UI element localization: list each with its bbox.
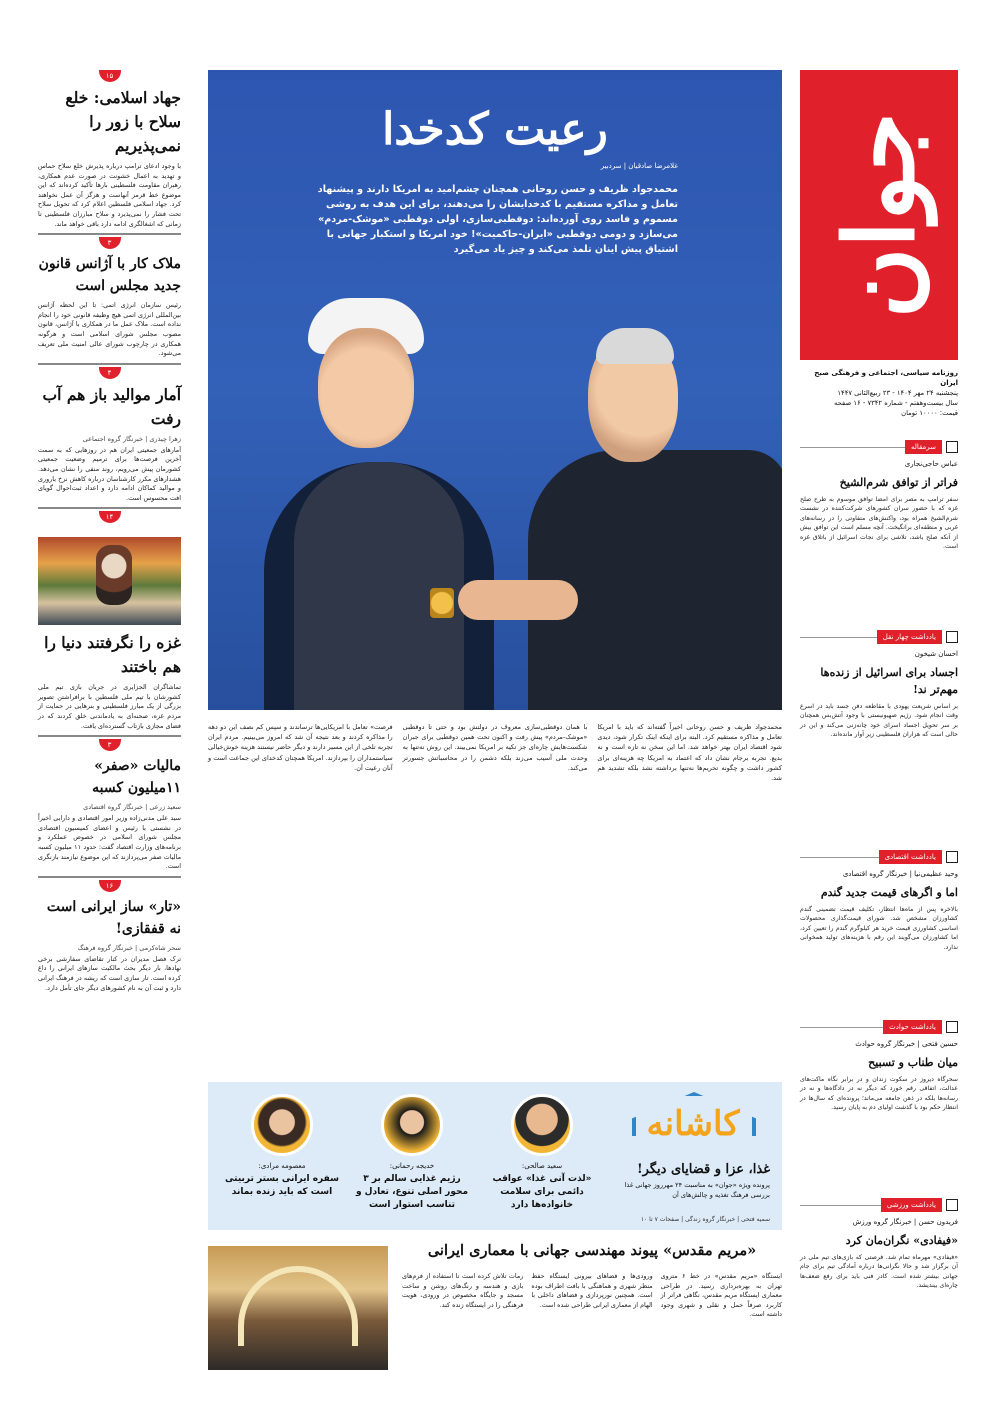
masthead-info [800,368,958,418]
hero-lede: محمدجواد ظریف و حسن روحانی همچنان چشم‌امید به امریکا دارند و پیشنهاد تعامل و مذاکره مستقیم با کدخدایشان را می‌دهند، برای این هدف به روشی مسموم و فاسد روی آورده‌اند: دوقطبی‌سازی، اولی دوقطبی «موشک-مردم» می‌سازد و دومی دوقطبی «ایران-حاکمیت»! خود امریکا و استکبار جهانی با اشتیاق پیش اینان تلمذ می‌کند و چیز یاد می‌گیرد [317,184,678,255]
section-author: احسان شیخون [914,650,958,658]
section-headline[interactable]: میان طناب و تسبیح [868,1056,958,1069]
section-author: عباس حاجی‌نجاری [904,460,958,468]
masthead-name: جوان [822,111,936,319]
masthead-logo[interactable] [800,70,958,360]
page-number-tab: ۳ [99,739,121,751]
lead-article [208,722,782,1082]
hero-photo-coat [294,462,464,710]
avatar [381,1094,443,1156]
hero-photo-hands [458,580,578,620]
story-byline: زهرا چیذری | خبرنگار گروه اجتماعی [82,434,181,443]
story-byline: سعید زرعی | خبرنگار گروه اقتصادی [83,803,181,812]
stadium-photo [38,537,181,625]
section-marker-icon [946,441,958,453]
promo-logo: کاشانه [646,1104,740,1144]
sports-section [800,1198,958,1291]
section-label: یادداشت اقتصادی [879,850,942,864]
promo-person-2 [352,1094,472,1212]
section-body: «فیفادی» مهرماه تمام شد. فرصتی که بازی‌های تیم ملی در آن برگزار شد و حالا نگرانی‌ها درباره آمادگی تیم برای جام جهانی بیشتر شده است. کادر فنی باید برای رفع ضعف‌ها چاره‌ای بیندیشد. [800,1254,958,1290]
article-column: فرصت» تعامل با امریکایی‌ها ترساندند و سپس کم نصف این دو دهه را مذاکره کردند و بعد نتیجه آن شد که امروز می‌بینیم. مردم ایران تجربه تلخی از این مسیر دارند و دیگر حاضر نیستند هزینه خوش‌خیالی سیاستمداران را بپردازند. امریکا همچنان کدخدای این جماعت است و آنان رعیت آن. [207,723,393,772]
story-headline[interactable]: ملاک کار با آژانس قانون جدید مجلس است [38,256,181,295]
section-label: یادداشت حوادث [883,1020,942,1034]
divider [38,233,181,235]
story-byline: سحر شاه‌کرمی | خبرنگار گروه فرهنگ [77,943,181,952]
story-body: تماشاگران الجزایری در جریان بازی تیم ملی کشورشان با تیم ملی فلسطین با برافراشتن تصویر بزرگی از یک مبارز فلسطینی و بنرهایی در حمایت از مردم غزه، صحنه‌ای به یادماندنی خلق کردند که در فضای مجازی بازتاب گسترده‌ای یافت. [38,683,181,730]
section-headline[interactable]: فراتر از توافق شرم‌الشیخ [839,476,958,489]
article-column: با همان دوقطبی‌سازی معروف در دولتش بود و حتی تا دوقطبی «موشک-مردم» پیش رفت و اکنون تحت همین دوقطبی برای جبران شکست‌هایش چاره‌ای جز تکیه بر امریکا نمی‌بیند. این روش نه‌تنها به وحدت ملی آسیب می‌زند بلکه دشمن را در محاسباتش جسورتر می‌کند. [402,723,588,772]
promo-person-quote: «لذت آنی غذا» عواقب دائمی برای سلامت خانواده‌ها دارد [492,1174,592,1210]
main-column [208,70,782,1400]
note-section-1 [800,630,958,740]
incidents-section [800,1020,958,1113]
section-author: وحید عظیمی‌نیا | خبرنگار گروه اقتصادی [842,870,958,878]
article-column: ایستگاه «مریم مقدس» در خط ۶ متروی تهران به بهره‌برداری رسید. در طراحی معماری ایستگاه مریم مقدس، نگاهی فراتر از کاربرد صرفاً حمل و نقلی و شهری وجود داشته است. [660,1272,782,1319]
medal-icon [430,588,454,618]
divider [38,507,181,509]
hero-photo-head-left [318,328,414,448]
economy-section [800,850,958,952]
story-body: سید علی مدنی‌زاده وزیر امور اقتصادی و دارایی اخیراً در نشستی با رئیس و اعضای کمیسیون اقتصادی مجلس شورای اسلامی در خصوص عملکرد و برنامه‌های وزارت اقتصاد گفت: حدود ۱۱ میلیون کسبه مالیات صفر می‌پردازند که این موضوع نیازمند بازنگری است. [38,814,181,871]
avatar [251,1094,313,1156]
page-number-tab: ۱۶ [99,880,121,892]
promo-subtitle: پرونده ویژه «جوان» به مناسبت ۲۴ مهرروز جهانی غذا بررسی فرهنگ تغذیه و چالش‌های آن [624,1181,770,1199]
section-label: یادداشت ورزشی [881,1198,942,1212]
avatar [511,1094,573,1156]
section-label: سرمقاله [905,440,942,454]
banner-figure [96,545,132,605]
page-number-tab: ۴ [99,367,121,379]
article-column: رمات تلاش کرده است تا استفاده از فرم‌های بازی و هندسه و رنگ‌های روشن و ساخت مسجد و جایگاه مخصوص در ورودی، هویت فرهنگی را در ایستگاه زنده کند. [402,1272,524,1309]
hero-headline[interactable]: رعیت کدخدا [382,104,608,155]
story-headline[interactable]: «تار» ساز ایرانی است نه قفقازی! [46,898,181,937]
section-body: سحرگاه دیروز در سکوت زندان و در برابر نگاه ماکت‌های عدالت، اتفاقی رقم خورد که دیگر نه در دادگاه‌ها و نه در رسانه‌ها بلکه در ذهن جامعه می‌ماند؛ پرونده‌ای که سال‌ها در انتظار حکم بود با گذشت اولیای دم به پایان رسید. [800,1076,958,1112]
promo-person-quote: رژیم غذایی سالم بر ۳ محور اصلی تنوع، تعادل و تناسب استوار است [355,1174,469,1210]
section-body: بالاخره پس از ماه‌ها انتظار، تکلیف قیمت تضمینی گندم کشاورزان مشخص شد. شورای قیمت‌گذاری محصولات اساسی کشاورزی قیمت خرید هر کیلوگرم گندم را تعیین کرد، اما کشاورزان می‌گویند این رقم با هزینه‌های تولید همخوانی ندارد. [800,906,958,951]
section-marker-icon [946,1021,958,1033]
metro-station-photo [208,1246,388,1370]
promo-person-1 [482,1094,602,1212]
section-headline[interactable]: «فیفا‌دی» نگران‌مان کرد [845,1234,958,1247]
section-marker-icon [946,1199,958,1211]
promo-headline[interactable]: غذا، عزا و قضایای دیگر! [636,1162,770,1177]
hero-author: غلامرضا صادقیان | سردبیر [600,162,678,170]
story-body: رئیس سازمان انرژی اتمی: تا این لحظه آژانس بین‌المللی انرژی اتمی هیچ وظیفه قانونی خود را انجام نداده است. ملاک عمل ما در همکاری با آژانس، قانون مصوب مجلس شورای اسلامی است و هرگونه همکاری در چارچوب شورای عالی امنیت ملی تعریف می‌شود. [38,301,181,358]
divider [38,363,181,365]
page-number-tab: ۱۵ [99,70,121,82]
hero-feature[interactable] [208,70,782,710]
section-label: یادداشت چهار نقل [877,630,942,644]
metro-story-headline[interactable]: «مریم مقدس» پیوند مهندسی جهانی با معماری ایرانی [427,1242,757,1259]
story-body: با وجود ادعای ترامپ درباره پذیرش خلع سلاح حماس و تهدید به اعمال خشونت در صورت عدم همکاری، رهبران مقاومت فلسطینی بارها تأکید کرده‌اند که این موضوع خط قرمز آنهاست و هرگز آن عمل نخواهند کرد. جهاد اسلامی فلسطین اعلام کرد که تحویل سلاح تحت فشار را نمی‌پذیرد و سلاح مبارزان فلسطینی تا زمانی که اشغالگری ادامه دارد باقی خواهد ماند. [38,162,181,228]
masthead-date: پنجشنبه ۲۴ مهر ۱۴۰۴ - ۲۳ ربیع‌الثانی ۱۴۴۷ [837,389,958,397]
masthead-issue: سال بیست‌وهفتم - شماره ۷۳۴۲ - ۱۶ صفحه [833,399,958,407]
promo-person-name: معصومه مرادی: [258,1162,306,1170]
divider [38,735,181,737]
page-number-tab: ۳ [99,237,121,249]
editorial-section [800,440,958,551]
masthead-tagline: روزنامه سیاسی، اجتماعی و فرهنگی صبح ایران [814,369,958,387]
left-column [38,70,181,1400]
story-body: آمارهای جمعیتی ایران هم در روزهایی که به سمت آخرین فرصت‌ها برای ترمیم وضعیت جمعیتی کشورمان پیش می‌رویم، روند منفی را نشان می‌دهد. هشدارهای مکرر کارشناسان درباره کاهش نرخ باروری و موالید کماکان ادامه دارد و اعداد ثبت‌احوال گویای افت محسوس است. [38,445,181,502]
section-author: حسین فتحی | خبرنگار گروه حوادث [855,1040,958,1048]
section-body: سفر ترامپ به مصر برای امضا توافق موسوم به طرح صلح غزه که با حضور سران کشورهای شرکت‌کننده در نشست شرم‌الشیخ همراه بود، واکنش‌های متفاوتی را در رسانه‌های غربی و منطقه‌ای برانگیخت. آنچه مسلم است این توافق بیش از آنکه صلح باشد، تلاشی برای نجات اسرائیل از باتلاق غزه است. [800,496,958,551]
page-number-tab: ۱۴ [99,511,121,523]
story-headline[interactable]: جهاد اسلامی: خلع سلاح با زور را نمی‌پذیریم [65,88,181,155]
promo-person-quote: سفره ایرانی بستر تربیتی است که باید زنده بماند [225,1174,339,1197]
section-marker-icon [946,631,958,643]
article-column: ورودی‌ها و فضاهای بیرونی ایستگاه حفظ منظر شهری و هماهنگی با بافت اطراف بوده است. همچنین نورپردازی و فضاهای داخلی با الهام از معماری ایرانی طراحی شده است. [531,1272,653,1309]
metro-story [208,1242,782,1392]
story-headline[interactable]: غزه را نگرفتند دنیا را هم باختند [44,633,181,677]
promo-person-name: خدیجه رحمانی: [389,1162,435,1170]
section-body: بر اساس شریعت یهودی با مقاطعه دفن جسد باید در اسرع وقت انجام شود. رژیم صهیونیستی با وجود آتش‌بس همچنان بر سر تحویل اجساد اسرای خود چانه‌زنی می‌کند و این در حالی است که هزاران فلسطینی زیر آوار مانده‌اند. [800,703,958,739]
story-body: ترک فصل مدیران در کنار تقاضای سفارشی برخی نهادها، بار دیگر بحث مالکیت سازهای ایرانی را داغ کرده است. تار سازی است که ریشه در فرهنگ ایرانی دارد و ثبت آن به نام کشورهای دیگر جای تأمل دارد. [38,954,181,992]
hero-photo-hair [596,328,674,364]
section-headline[interactable]: اما و اگرهای قیمت جدید گندم [820,886,958,899]
story-headline[interactable]: آمار موالید باز هم آب رفت [42,384,181,428]
arch-shape [238,1266,358,1346]
section-headline[interactable]: اجساد برای اسرائیل از زنده‌ها مهم‌تر ند! [820,666,958,696]
promo-person-name: سعید صالحی: [521,1162,563,1170]
story-headline[interactable]: مالیات «صفر» ۱۱میلیون کسبه [92,758,181,797]
kashaneh-promo[interactable] [208,1082,782,1230]
divider [38,876,181,878]
right-column [800,70,958,1400]
promo-footer: سمیه فتحی | خبرنگار گروه زندگی | صفحات ۷ تا ۱۰ [640,1216,770,1223]
masthead-price: قیمت: ۱۰۰۰۰ تومان [901,409,958,417]
article-column: محمدجواد ظریف و حسن روحانی اخیراً گفته‌اند که باید با امریکا تعامل و مذاکره مستقیم کرد. البته برای اینکه اینک تکرار شود، دیدی شود اقتصاد ایران بهتر خواهد شد. اما این سخن نه تازه است و نه بدیع. تجربه برجام نشان داد که اعتماد به امریکا چه هزینه‌ای برای کشور داشت و چگونه تحریم‌ها نه‌تنها برداشته نشد بلکه تشدید هم شد. [597,723,782,783]
hero-photo-figure-right [528,450,782,710]
section-author: فریدون حسن | خبرنگار گروه ورزش [852,1218,958,1226]
section-marker-icon [946,851,958,863]
promo-person-3 [222,1094,342,1199]
